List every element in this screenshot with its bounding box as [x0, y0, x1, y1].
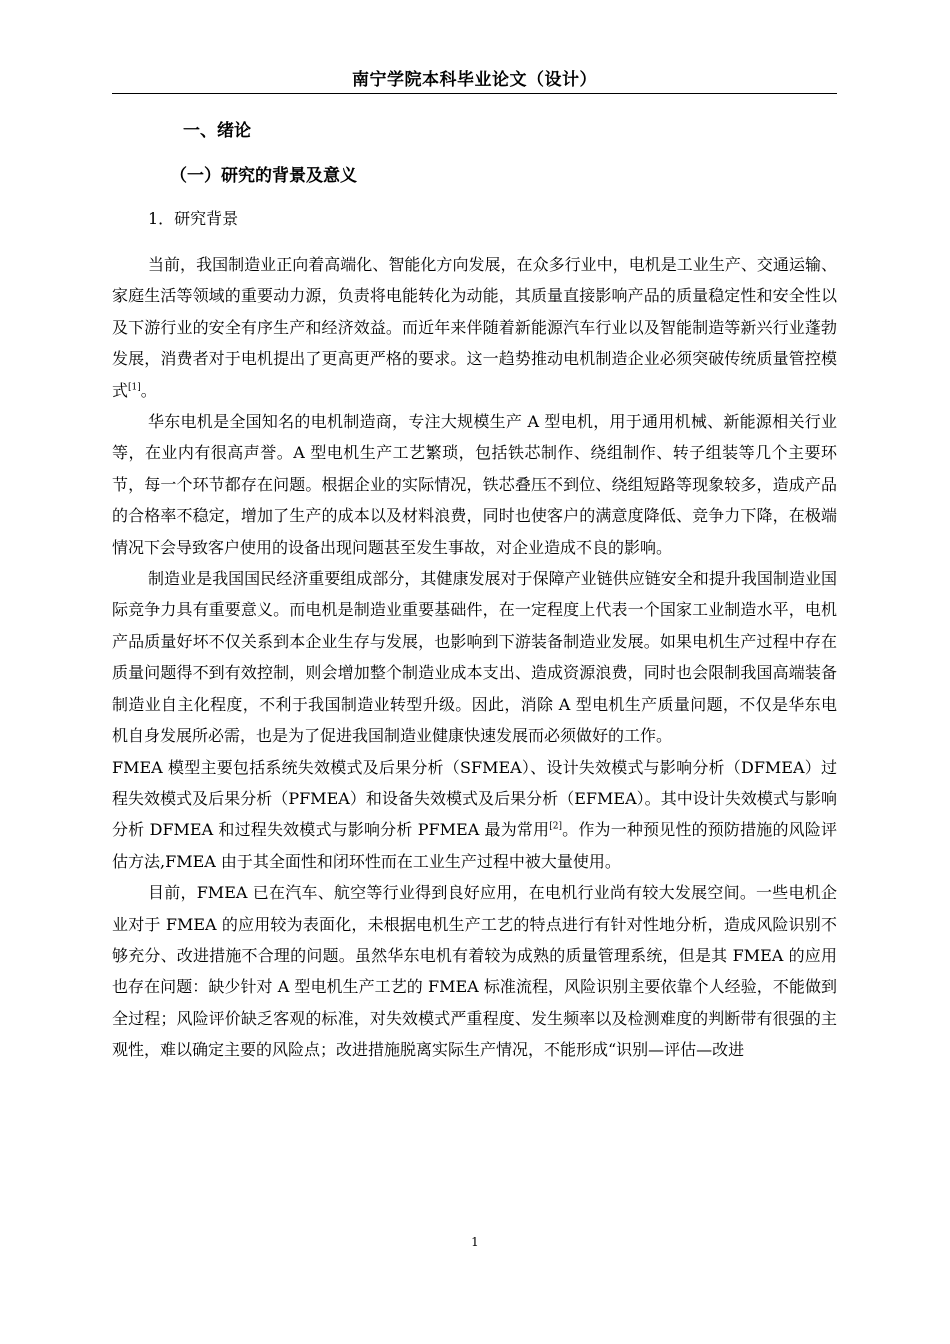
citation-marker: [1] [128, 382, 141, 393]
paragraph-fmea-status [112, 877, 837, 1065]
page-number: 1 [471, 1235, 479, 1249]
paragraph-text: 当前，我国制造业正向着高端化、智能化方向发展，在众多行业中，电机是工业生产、交通运输、家庭生活等领域的重要动力源，负责将电能转化为动能，其质量直接影响产品的质量稳定性和安全性以及下游行业的安全有序生产和经济效益。而近年来伴随着新能源汽车行业以及智能制造等新兴行业蓬勃发展，消费者对于电机提出了更高更严格的要求。这一趋势推动电机制造企业必须突破传统质量管控模式 [112, 255, 837, 400]
paragraph-text: FMEA 模型主要包括系统失效模式及后果分析（SFMEA）、设计失效模式与影响分析（DFMEA）过程失效模式及后果分析（PFMEA）和设备失效模式及后果分析（EFMEA）。其中设计失效模式与影响分析 DFMEA 和过程失效模式与影响分析 PFMEA 最为常用 [112, 757, 837, 840]
paragraph-tail: 。作为一种预见性的预防措施的风险评估方法,FMEA 由于其全面性和闭环性而在工业生产过程中被大量使用。 [112, 820, 837, 871]
running-header: 南宁学院本科毕业论文（设计） [352, 70, 597, 90]
paragraph-significance [112, 563, 837, 751]
paragraph-tail: 。 [140, 380, 157, 400]
paragraph-company [112, 406, 837, 563]
body-text [112, 249, 837, 1066]
paragraph-background [112, 249, 837, 406]
paragraph-text: 华东电机是全国知名的电机制造商，专注大规模生产 A 型电机，用于通用机械、新能源相关行业等，在业内有很高声誉。A 型电机生产工艺繁琐，包括铁芯制作、绕组制作、转子组装等几个主要环节，每一个环节都存在问题。根据企业的实际情况，铁芯叠压不到位、绕组短路等现象较多，造成产品的合格率不稳定，增加了生产的成本以及材料浪费，同时也使客户的满意度降低、竞争力下降，在极端情况下会导致客户使用的设备出现问题甚至发生事故，对企业造成不良的影响。 [112, 412, 837, 557]
paragraph-text: 制造业是我国国民经济重要组成部分，其健康发展对于保障产业链供应链安全和提升我国制造业国际竞争力具有重要意义。而电机是制造业重要基础件，在一定程度上代表一个国家工业制造水平，电机产品质量好坏不仅关系到本企业生存与发展，也影响到下游装备制造业发展。如果电机生产过程中存在质量问题得不到有效控制，则会增加整个制造业成本支出、造成资源浪费，同时也会限制我国高端装备制造业自主化程度，不利于我国制造业转型升级。因此，消除 A 型电机生产质量问题，不仅是华东电机自身发展所必需，也是为了促进我国制造业健康快速发展而必须做好的工作。 [112, 569, 837, 746]
section-heading: （一）研究的背景及意义 [170, 166, 357, 186]
paragraph-text: 目前，FMEA 已在汽车、航空等行业得到良好应用，在电机行业尚有较大发展空间。一些电机企业对于 FMEA 的应用较为表面化，未根据电机生产工艺的特点进行有针对性地分析，造成风险识别不够充分、改进措施不合理的问题。虽然华东电机有着较为成熟的质量管理系统，但是其 FMEA 的应用也存在问题：缺少针对 A 型电机生产工艺的 FMEA 标准流程，风险识别主要依靠个人经验，不能做到全过程；风险评价缺乏客观的标准，对失效模式严重程度、发生频率以及检测难度的判断带有很强的主观性，难以确定主要的风险点；改进措施脱离实际生产情况，不能形成“识别—评估—改进 [112, 883, 837, 1060]
chapter-heading: 一、绪论 [183, 121, 251, 141]
header-rule [112, 93, 837, 94]
citation-marker: [2] [549, 821, 562, 832]
subsection-heading: 1．研究背景 [148, 209, 239, 228]
paragraph-fmea-model [112, 752, 837, 878]
